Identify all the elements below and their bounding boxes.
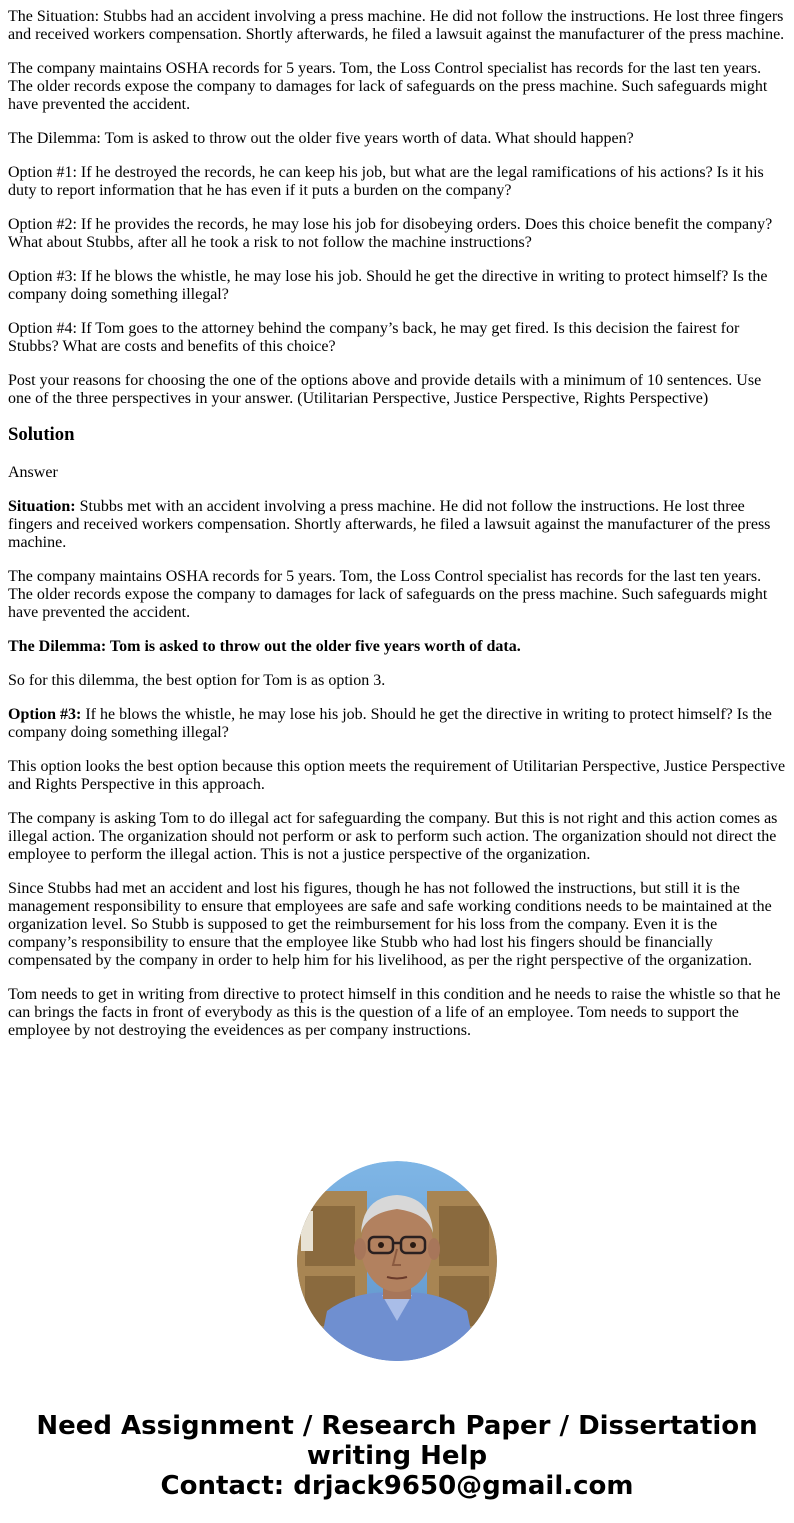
question-option-1: Option #1: If he destroyed the records, he can keep his job, but what are the legal ramifications of his actions? Is it his duty to report information that he has even if it puts a burden on the company? bbox=[8, 164, 764, 199]
avatar-container bbox=[8, 1161, 786, 1361]
solution-option-3 bbox=[8, 706, 786, 742]
solution-dilemma-text: The Dilemma: Tom is asked to throw out the older five years worth of data. bbox=[8, 638, 521, 655]
solution-paragraph-4: Tom needs to get in writing from directive to protect himself in this condition and he needs to raise the whistle so that he can brings the facts in front of everybody as this is the question of a life of an employee. Tom needs to support the employee by not destroying the eveidences as per company instructions. bbox=[8, 986, 781, 1039]
question-instructions: Post your reasons for choosing the one of the options above and provide details with a minimum of 10 sentences. Use one of the three perspectives in your answer. (Utilitarian Perspective, Justice Perspective, Rights Perspective) bbox=[8, 372, 762, 407]
solution-records: The company maintains OSHA records for 5 years. Tom, the Loss Control specialist has records for the last ten years. The older records expose the company to damages for lack of safeguards on the press machine. Such safeguards might have prevented the accident. bbox=[8, 568, 768, 621]
question-option-2: Option #2: If he provides the records, he may lose his job for disobeying orders. Does this choice benefit the company? What about Stubbs, after all he took a risk to not follow the machine instructions? bbox=[8, 216, 773, 251]
footer-line-1: Need Assignment / Research Paper / Dissertation bbox=[36, 1411, 758, 1441]
footer-contact-email: Contact: drjack9650@gmail.com bbox=[160, 1471, 634, 1501]
question-situation: The Situation: Stubbs had an accident involving a press machine. He did not follow the instructions. He lost three fingers and received workers compensation. Shortly afterwards, he filed a lawsuit against the manufacturer of the press machine. bbox=[8, 8, 785, 43]
solution-paragraph-1: This option looks the best option because this option meets the requirement of Utilitarian Perspective, Justice Perspective and Rights Perspective in this approach. bbox=[8, 758, 786, 793]
solution-paragraph-3: Since Stubbs had met an accident and lost his figures, though he has not followed the instructions, but still it is the management responsibility to ensure that employees are safe and safe working conditions needs to be maintained at the organization level. So Stubb is supposed to get the reimbursement for his loss from the company. Even it is the company’s responsibility to ensure that the employee like Stubb who had lost his fingers should be financially compensated by the company in order to help him for his livelihood, as per the right perspective of the organization. bbox=[8, 880, 772, 969]
footer-line-2: writing Help bbox=[306, 1441, 488, 1471]
question-dilemma: The Dilemma: Tom is asked to throw out the older five years worth of data. What should happen? bbox=[8, 130, 634, 147]
author-avatar bbox=[297, 1161, 497, 1361]
option-3-label: Option #3: bbox=[8, 706, 82, 723]
solution-dilemma bbox=[8, 638, 786, 656]
answer-label: Answer bbox=[8, 464, 58, 481]
question-option-4: Option #4: If Tom goes to the attorney behind the company’s back, he may get fired. Is this decision the fairest for Stubbs? What are costs and benefits of this choice? bbox=[8, 320, 740, 355]
situation-label: Situation: bbox=[8, 498, 76, 515]
question-records: The company maintains OSHA records for 5 years. Tom, the Loss Control specialist has records for the last ten years. The older records expose the company to damages for lack of safeguards on the press machine. Such safeguards might have prevented the accident. bbox=[8, 60, 768, 113]
question-option-3: Option #3: If he blows the whistle, he may lose his job. Should he get the directive in writing to protect himself? Is the company doing something illegal? bbox=[8, 268, 768, 303]
contact-footer bbox=[8, 1411, 786, 1501]
solution-paragraph-2: The company is asking Tom to do illegal act for safeguarding the company. But this is not right and this action comes as illegal action. The organization should not perform or ask to perform such action. The organization should not direct the employee to perform the illegal action. This is not a justice perspective of the organization. bbox=[8, 810, 778, 863]
situation-text: Stubbs met with an accident involving a press machine. He did not follow the instructions. He lost three fingers and received workers compensation. Shortly afterwards, he filed a lawsuit against the manufacturer of the press machine. bbox=[8, 498, 771, 551]
solution-situation bbox=[8, 498, 786, 552]
solution-heading: Solution bbox=[8, 424, 75, 445]
solution-best-option: So for this dilemma, the best option for Tom is as option 3. bbox=[8, 672, 386, 689]
option-3-text: If he blows the whistle, he may lose his job. Should he get the directive in writing to protect himself? Is the company doing something illegal? bbox=[8, 706, 772, 741]
